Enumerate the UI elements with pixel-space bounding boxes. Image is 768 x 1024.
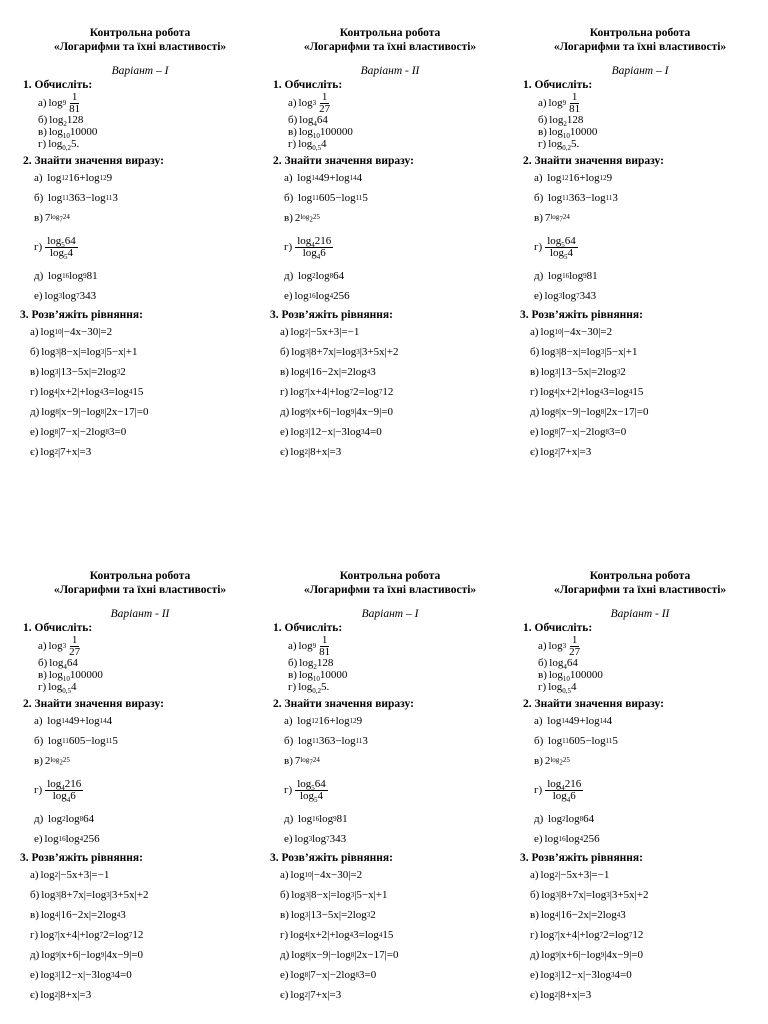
task1-item-g: г) $\log_{0,2}5$.	[38, 138, 80, 153]
task2-heading: 2. Знайти значення виразу:	[23, 155, 164, 167]
task3-item-d: д) log 8 |x−9|−log 8 |2x−17|=0	[280, 949, 399, 961]
task1-item-v: в) $\log_{10}10000$	[288, 669, 348, 684]
task3-item-g: г) log 7 |x+4|+log 7 2=log 7 12	[530, 929, 644, 941]
task1-item-b: б) $\log_464$	[288, 114, 328, 129]
task1-item-a: а) log 3 $\frac{1}{27}$	[538, 633, 581, 658]
task2-item-b: б) log 11 363 −log 11 3	[284, 735, 368, 747]
task1-list	[20, 90, 260, 153]
task3-item-g: г) log 7 |x+4|+log 7 2=log 7 12	[30, 929, 144, 941]
task2-item-v: в) 2 $\log_225$	[34, 755, 70, 767]
task2-list	[520, 168, 760, 306]
task3-item-g: г) log 4 |x+2|+log 4 3=log 4 15	[530, 386, 644, 398]
task3-item-d: д) log 9 |x+6|−log 9 |4x−9|=0	[280, 406, 394, 418]
task2-list	[270, 168, 510, 306]
task2-list	[20, 168, 260, 306]
task2-item-d: д) log 2 log 8 64	[34, 813, 95, 825]
task2-item-g: г) $\frac{\log_4216}{\log_46}$	[534, 777, 582, 804]
task2-item-b: б) log 11 363 −log 11 3	[34, 192, 118, 204]
task1-item-b: б) $\log_2128$	[288, 657, 334, 672]
sheet-title-line1: Контрольна робота	[89, 570, 191, 582]
task1-item-a: а) log 9 $\frac{1}{81}$	[538, 90, 581, 115]
task3-item-a: а) log 2 |−5x+3|=−1	[530, 869, 610, 881]
task2-item-g: г) $\frac{\log_564}{\log_54}$	[534, 234, 576, 261]
task2-item-e: е) log 3 log 7 343	[34, 290, 97, 302]
task1-list	[270, 633, 510, 696]
task2-item-e: е) log 3 log 7 343	[534, 290, 597, 302]
task3-heading: 3. Розв’яжіть рівняння:	[20, 852, 143, 864]
task2-item-a: а) log 12 16 +log 12 9	[34, 172, 113, 184]
task1-item-g: г) $\log_{0,5}4$	[38, 681, 77, 696]
variant-label: Варіант - ІІ	[110, 608, 170, 620]
task1-item-a: а) log 3 $\frac{1}{27}$	[288, 90, 331, 115]
task2-item-e: е) log 16 log 4 256	[34, 833, 100, 845]
task3-item-e: е) log 3 |12−x|−3log 3 4=0	[530, 969, 632, 981]
task3-item-g: г) log 7 |x+4|+log 7 2=log 7 12	[280, 386, 394, 398]
task1-item-v: в) $\log_{10}10000$	[38, 126, 98, 141]
task2-item-v: в) 2 $\log_225$	[284, 212, 320, 224]
task3-heading: 3. Розв’яжіть рівняння:	[20, 309, 143, 321]
task3-item-a: а) log 10 |−4x−30|=2	[530, 326, 613, 338]
task1-item-v: в) $\log_{10}100000$	[538, 669, 603, 684]
task3-item-d: д) log 9 |x+6|−log 9 |4x−9|=0	[30, 949, 144, 961]
task3-list	[20, 865, 260, 1005]
sheet-title-line2: «Логарифми та їхні властивості»	[303, 584, 477, 596]
task3-heading: 3. Розв’яжіть рівняння:	[270, 852, 393, 864]
task2-heading: 2. Знайти значення виразу:	[273, 698, 414, 710]
sheet-title-line2: «Логарифми та їхні властивості»	[303, 41, 477, 53]
task3-list	[520, 865, 760, 1005]
task2-item-d: д) log 16 log 9 81	[534, 270, 598, 282]
task3-list	[270, 865, 510, 1005]
task3-item-ie: є) log 2 |7+x|=3	[30, 446, 92, 458]
task2-list	[520, 711, 760, 849]
test-sheet	[270, 569, 510, 1005]
task1-item-a: а) log 9 $\frac{1}{81}$	[288, 633, 331, 658]
sheet-title-line1: Контрольна робота	[339, 570, 441, 582]
task2-item-d: д) log 2 log 8 64	[284, 270, 345, 282]
task3-item-g: г) log 4 |x+2|+log 4 3=log 4 15	[280, 929, 394, 941]
task3-heading: 3. Розв’яжіть рівняння:	[270, 309, 393, 321]
sheet-title-line1: Контрольна робота	[339, 27, 441, 39]
task2-item-d: д) log 2 log 8 64	[534, 813, 595, 825]
sheet-title-line1: Контрольна робота	[89, 27, 191, 39]
task2-item-g: г) $\frac{\log_564}{\log_54}$	[284, 777, 326, 804]
task1-heading: 1. Обчисліть:	[23, 622, 93, 634]
task2-item-g: г) $\frac{\log_564}{\log_54}$	[34, 234, 76, 261]
variant-label: Варіант - ІІ	[360, 65, 420, 77]
task1-item-g: г) $\log_{0,5}4$	[288, 138, 327, 153]
task2-item-v: в) 7 $\log_724$	[34, 212, 70, 224]
task1-item-v: в) $\log_{10}100000$	[288, 126, 353, 141]
task2-heading: 2. Знайти значення виразу:	[523, 155, 664, 167]
task2-item-d: д) log 16 log 9 81	[284, 813, 348, 825]
sheet-title-line2: «Логарифми та їхні властивості»	[553, 584, 727, 596]
task1-heading: 1. Обчисліть:	[273, 622, 343, 634]
task2-heading: 2. Знайти значення виразу:	[23, 698, 164, 710]
task2-item-e: е) log 16 log 4 256	[284, 290, 350, 302]
task3-item-e: е) log 8 |7−x|−2log 8 3=0	[530, 426, 627, 438]
task3-item-a: а) log 2 |−5x+3|=−1	[30, 869, 110, 881]
task2-item-a: а) log 14 49 +log 14 4	[534, 715, 613, 727]
task1-item-v: в) $\log_{10}10000$	[538, 126, 598, 141]
task3-item-g: г) log 4 |x+2|+log 4 3=log 4 15	[30, 386, 144, 398]
task3-item-e: е) log 3 |12−x|−3log 3 4=0	[30, 969, 132, 981]
task3-item-b: б) log 3 |8+7x|=log 3 |3+5x|+2	[280, 346, 399, 358]
task3-item-ie: є) log 2 |7+x|=3	[530, 446, 592, 458]
task2-item-g: г) $\frac{\log_4216}{\log_46}$	[34, 777, 82, 804]
task3-item-b: б) log 3 |8+7x|=log 3 |3+5x|+2	[530, 889, 649, 901]
task3-item-ie: є) log 2 |8+x|=3	[280, 446, 342, 458]
test-sheet	[270, 26, 510, 462]
task3-list	[270, 322, 510, 462]
sheet-title-line2: «Логарифми та їхні властивості»	[53, 584, 227, 596]
task2-item-a: а) log 12 16 +log 12 9	[284, 715, 363, 727]
task3-item-d: д) log 9 |x+6|−log 9 |4x−9|=0	[530, 949, 644, 961]
test-sheet	[20, 569, 260, 1005]
task3-item-b: б) log 3 |8−x|=log 3 |5−x|+1	[30, 346, 138, 358]
variant-label: Варіант – І	[611, 65, 669, 77]
task3-item-v: в) log 3 |13−5x|=2log 3 2	[530, 366, 626, 378]
task3-item-d: д) log 8 |x−9|−log 8 |2x−17|=0	[30, 406, 149, 418]
test-sheet	[20, 26, 260, 462]
task2-item-v: в) 7 $\log_724$	[534, 212, 570, 224]
task1-item-b: б) $\log_464$	[38, 657, 78, 672]
task3-item-a: а) log 10 |−4x−30|=2	[30, 326, 113, 338]
task3-item-ie: є) log 2 |8+x|=3	[530, 989, 592, 1001]
task1-item-a: а) log 3 $\frac{1}{27}$	[38, 633, 81, 658]
task2-item-a: а) log 14 49 +log 14 4	[34, 715, 113, 727]
task2-item-b: б) log 11 605 −log 11 5	[34, 735, 118, 747]
sheet-title-line2: «Логарифми та їхні властивості»	[53, 41, 227, 53]
task3-item-a: а) log 2 |−5x+3|=−1	[280, 326, 360, 338]
task3-item-b: б) log 3 |8+7x|=log 3 |3+5x|+2	[30, 889, 149, 901]
task3-item-b: б) log 3 |8−x|=log 3 |5−x|+1	[280, 889, 388, 901]
task2-item-b: б) log 11 605 −log 11 5	[284, 192, 368, 204]
task2-item-b: б) log 11 363 −log 11 3	[534, 192, 618, 204]
task1-item-b: б) $\log_464$	[538, 657, 578, 672]
task1-item-b: б) $\log_2128$	[538, 114, 584, 129]
task1-item-g: г) $\log_{0,2}5$.	[538, 138, 580, 153]
variant-label: Варіант - ІІ	[610, 608, 670, 620]
task1-heading: 1. Обчисліть:	[273, 79, 343, 91]
task1-item-b: б) $\log_2128$	[38, 114, 84, 129]
test-sheet	[520, 26, 760, 462]
task1-heading: 1. Обчисліть:	[23, 79, 93, 91]
sheet-title-line1: Контрольна робота	[589, 570, 691, 582]
task2-item-v: в) 2 $\log_225$	[534, 755, 570, 767]
task3-item-v: в) log 3 |13−5x|=2log 3 2	[30, 366, 126, 378]
task2-item-d: д) log 16 log 9 81	[34, 270, 98, 282]
task2-item-b: б) log 11 605 −log 11 5	[534, 735, 618, 747]
task2-item-a: а) log 12 16 +log 12 9	[534, 172, 613, 184]
task1-item-g: г) $\log_{0,5}4$	[538, 681, 577, 696]
sheet-title-line1: Контрольна робота	[589, 27, 691, 39]
task2-item-e: е) log 16 log 4 256	[534, 833, 600, 845]
task3-list	[20, 322, 260, 462]
task3-item-v: в) log 3 |13−5x|=2log 3 2	[280, 909, 376, 921]
task3-item-e: е) log 8 |7−x|−2log 8 3=0	[30, 426, 127, 438]
task2-item-e: е) log 3 log 7 343	[284, 833, 347, 845]
task1-list	[520, 90, 760, 153]
task2-heading: 2. Знайти значення виразу:	[273, 155, 414, 167]
test-sheet	[520, 569, 760, 1005]
task3-heading: 3. Розв’яжіть рівняння:	[520, 852, 643, 864]
task3-list	[520, 322, 760, 462]
task1-item-a: а) log 9 $\frac{1}{81}$	[38, 90, 81, 115]
task3-item-e: е) log 8 |7−x|−2log 8 3=0	[280, 969, 377, 981]
task2-list	[270, 711, 510, 849]
task1-list	[20, 633, 260, 696]
task3-item-b: б) log 3 |8−x|=log 3 |5−x|+1	[530, 346, 638, 358]
task3-item-e: е) log 3 |12−x|−3log 3 4=0	[280, 426, 382, 438]
task1-list	[520, 633, 760, 696]
task3-item-ie: є) log 2 |8+x|=3	[30, 989, 92, 1001]
task3-item-a: а) log 10 |−4x−30|=2	[280, 869, 363, 881]
task3-item-ie: є) log 2 |7+x|=3	[280, 989, 342, 1001]
task1-list	[270, 90, 510, 153]
task3-item-v: в) log 4 |16−2x|=2log 4 3	[30, 909, 126, 921]
task1-heading: 1. Обчисліть:	[523, 622, 593, 634]
task2-item-v: в) 7 $\log_724$	[284, 755, 320, 767]
task2-heading: 2. Знайти значення виразу:	[523, 698, 664, 710]
task3-item-v: в) log 4 |16−2x|=2log 4 3	[530, 909, 626, 921]
task2-item-g: г) $\frac{\log_4216}{\log_46}$	[284, 234, 332, 261]
variant-label: Варіант – І	[111, 65, 169, 77]
sheet-title-line2: «Логарифми та їхні властивості»	[553, 41, 727, 53]
task1-item-g: г) $\log_{0,2}5$.	[288, 681, 330, 696]
task1-heading: 1. Обчисліть:	[523, 79, 593, 91]
variant-label: Варіант – І	[361, 608, 419, 620]
task1-item-v: в) $\log_{10}100000$	[38, 669, 103, 684]
task3-item-d: д) log 8 |x−9|−log 8 |2x−17|=0	[530, 406, 649, 418]
task3-item-v: в) log 4 |16−2x|=2log 4 3	[280, 366, 376, 378]
task3-heading: 3. Розв’яжіть рівняння:	[520, 309, 643, 321]
task2-item-a: а) log 14 49 +log 14 4	[284, 172, 363, 184]
task2-list	[20, 711, 260, 849]
